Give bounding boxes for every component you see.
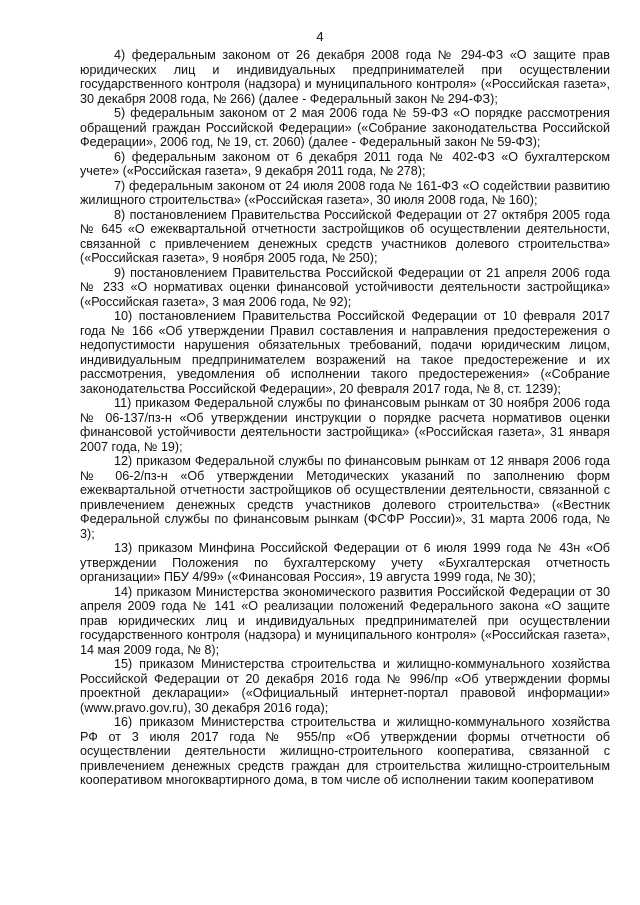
document-body bbox=[80, 48, 610, 788]
list-item: 13) приказом Минфина Российской Федерации от 6 июля 1999 года № 43н «Об утверждении Положения по бухгалтерскому учету «Бухгалтерская отчетность организации» ПБУ 4/99» («Финансовая Россия», 19 августа 1999 года, № 30); bbox=[80, 541, 610, 584]
list-item: 15) приказом Министерства строительства и жилищно-коммунального хозяйства Российской Федерации от 20 декабря 2016 года № 996/пр «Об утверждении формы проектной декларации» («Официальный интернет-портал правовой информации» (www.pravo.gov.ru), 30 декабря 2016 года); bbox=[80, 657, 610, 715]
list-item: 4) федеральным законом от 26 декабря 2008 года № 294-ФЗ «О защите прав юридических лиц и индивидуальных предпринимателей при осуществлении государственного контроля (надзора) и муниципального контроля» («Российская газета», 30 декабря 2008 года, № 266) (далее - Федеральный закон № 294-ФЗ); bbox=[80, 48, 610, 106]
list-item: 10) постановлением Правительства Российской Федерации от 10 февраля 2017 года № 166 «Об утверждении Правил составления и направления предостережения о недопустимости нарушения обязательных требований, подачи юридическим лицом, индивидуальным предпринимателем возражений на такое предостережение и их рассмотрения, уведомления об исполнении такого предостережения» («Собрание законодательства Российской Федерации», 20 февраля 2017 года, № 8, ст. 1239); bbox=[80, 309, 610, 396]
list-item: 11) приказом Федеральной службы по финансовым рынкам от 30 ноября 2006 года № 06-137/пз-н «Об утверждении инструкции о порядке расчета нормативов оценки финансовой устойчивости деятельности застройщика» («Российская газета», 31 января 2007 года, № 19); bbox=[80, 396, 610, 454]
list-item: 16) приказом Министерства строительства и жилищно-коммунального хозяйства РФ от 3 июля 2017 года № 955/пр «Об утверждении формы отчетности об осуществлении деятельности жилищно-строительного кооператива, связанной с привлечением денежных средств граждан для строительства жилищно-строительным кооперативом многоквартирного дома, в том числе об исполнении таким кооперативом bbox=[80, 715, 610, 787]
list-item: 6) федеральным законом от 6 декабря 2011 года № 402-ФЗ «О бухгалтерском учете» («Российская газета», 9 декабря 2011 года, № 278); bbox=[80, 149, 610, 178]
list-item: 7) федеральным законом от 24 июля 2008 года № 161-ФЗ «О содействии развитию жилищного строительства» («Российская газета», 30 июля 2008 года, № 160); bbox=[80, 178, 610, 207]
list-item: 5) федеральным законом от 2 мая 2006 года № 59-ФЗ «О порядке рассмотрения обращений граждан Российской Федерации» («Собрание законодательства Российской Федерации», 2006 год, № 19, ст. 2060) (далее - Федеральный закон № 59-ФЗ); bbox=[80, 106, 610, 149]
list-item: 14) приказом Министерства экономического развития Российской Федерации от 30 апреля 2009 года № 141 «О реализации положений Федерального закона «О защите прав юридических лиц и индивидуальных предпринимателей при осуществлении государственного контроля (надзора) и муниципального контроля» («Российская газета», 14 мая 2009 года, № 8); bbox=[80, 584, 610, 657]
list-item: 9) постановлением Правительства Российской Федерации от 21 апреля 2006 года № 233 «О нормативах оценки финансовой устойчивости деятельности застройщика» («Российская газета», 3 мая 2006 года, № 92); bbox=[80, 265, 610, 309]
list-item: 12) приказом Федеральной службы по финансовым рынкам от 12 января 2006 года № 06-2/пз-н «Об утверждении Методических указаний по заполнению форм ежеквартальной отчетности застройщиков об осуществлении деятельности, связанной с привлечением денежных средств участников долевого строительства» («Вестник Федеральной службы по финансовым рынкам (ФСФР России)», 31 марта 2006 года, № 3); bbox=[80, 454, 610, 541]
list-item: 8) постановлением Правительства Российской Федерации от 27 октября 2005 года № 645 «О ежеквартальной отчетности застройщиков об осуществлении деятельности, связанной с привлечением денежных средств участников долевого строительства» («Российская газета», 9 ноября 2005 года, № 250); bbox=[80, 207, 610, 265]
page-number: 4 bbox=[316, 29, 324, 44]
